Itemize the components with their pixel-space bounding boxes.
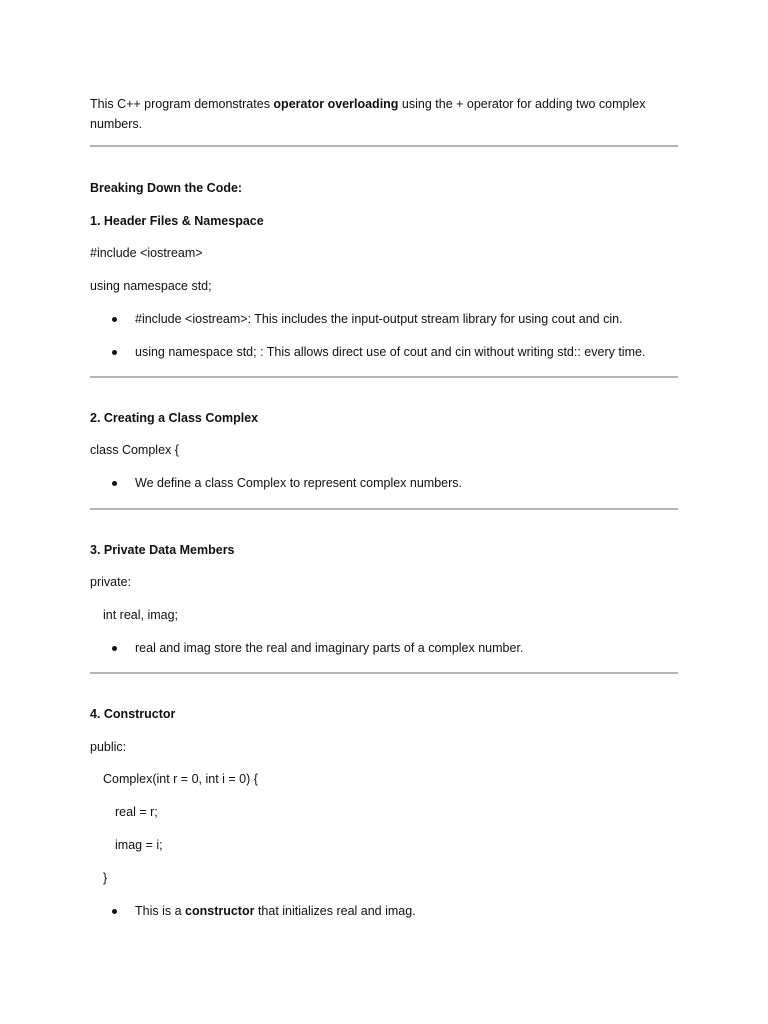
code-line: public:: [90, 740, 127, 754]
code-line: Complex(int r = 0, int i = 0) {: [103, 772, 258, 786]
bullet-text: real and imag store the real and imaginary parts of a complex number.: [135, 641, 524, 655]
code-line: }: [103, 871, 108, 885]
intro-paragraph: [90, 94, 680, 134]
bullet-bold-term: constructor: [185, 904, 255, 918]
bullet-text-prefix: This is a: [135, 904, 186, 918]
bullet-icon: [112, 909, 117, 914]
code-line: #include <iostream>: [90, 246, 203, 260]
intro-bold-term: operator overloading: [273, 97, 399, 111]
breakdown-heading: Breaking Down the Code:: [90, 181, 243, 195]
bullet-text: #include <iostream>: This includes the input-output stream library for using cout and cin.: [135, 312, 623, 326]
bullet-icon: [112, 350, 117, 355]
bullet-icon: [112, 317, 117, 322]
code-line: int real, imag;: [103, 608, 179, 622]
horizontal-rule: [90, 508, 678, 510]
code-line: imag = i;: [115, 838, 163, 852]
bullet-text: We define a class Complex to represent complex numbers.: [135, 476, 463, 490]
section-1-heading: 1. Header Files & Namespace: [90, 214, 264, 228]
code-line: private:: [90, 575, 131, 589]
bullet-text-suffix: that initializes real and imag.: [254, 904, 416, 918]
section-3-heading: 3. Private Data Members: [90, 543, 235, 557]
bullet-text: using namespace std; : This allows direct use of cout and cin without writing std:: every time.: [135, 345, 646, 359]
section-2-heading: 2. Creating a Class Complex: [90, 411, 259, 425]
section-4-heading: 4. Constructor: [90, 707, 176, 721]
bullet-icon: [112, 646, 117, 651]
code-line: using namespace std;: [90, 279, 212, 293]
code-line: real = r;: [115, 805, 158, 819]
code-line: class Complex {: [90, 443, 179, 457]
horizontal-rule: [90, 672, 678, 674]
bullet-text: [135, 903, 416, 919]
horizontal-rule: [90, 145, 678, 147]
bullet-icon: [112, 481, 117, 486]
intro-text-suffix: using the + operator for adding two complex numbers.: [90, 97, 646, 131]
intro-text: This C++ program demonstrates: [90, 97, 274, 111]
horizontal-rule: [90, 376, 678, 378]
